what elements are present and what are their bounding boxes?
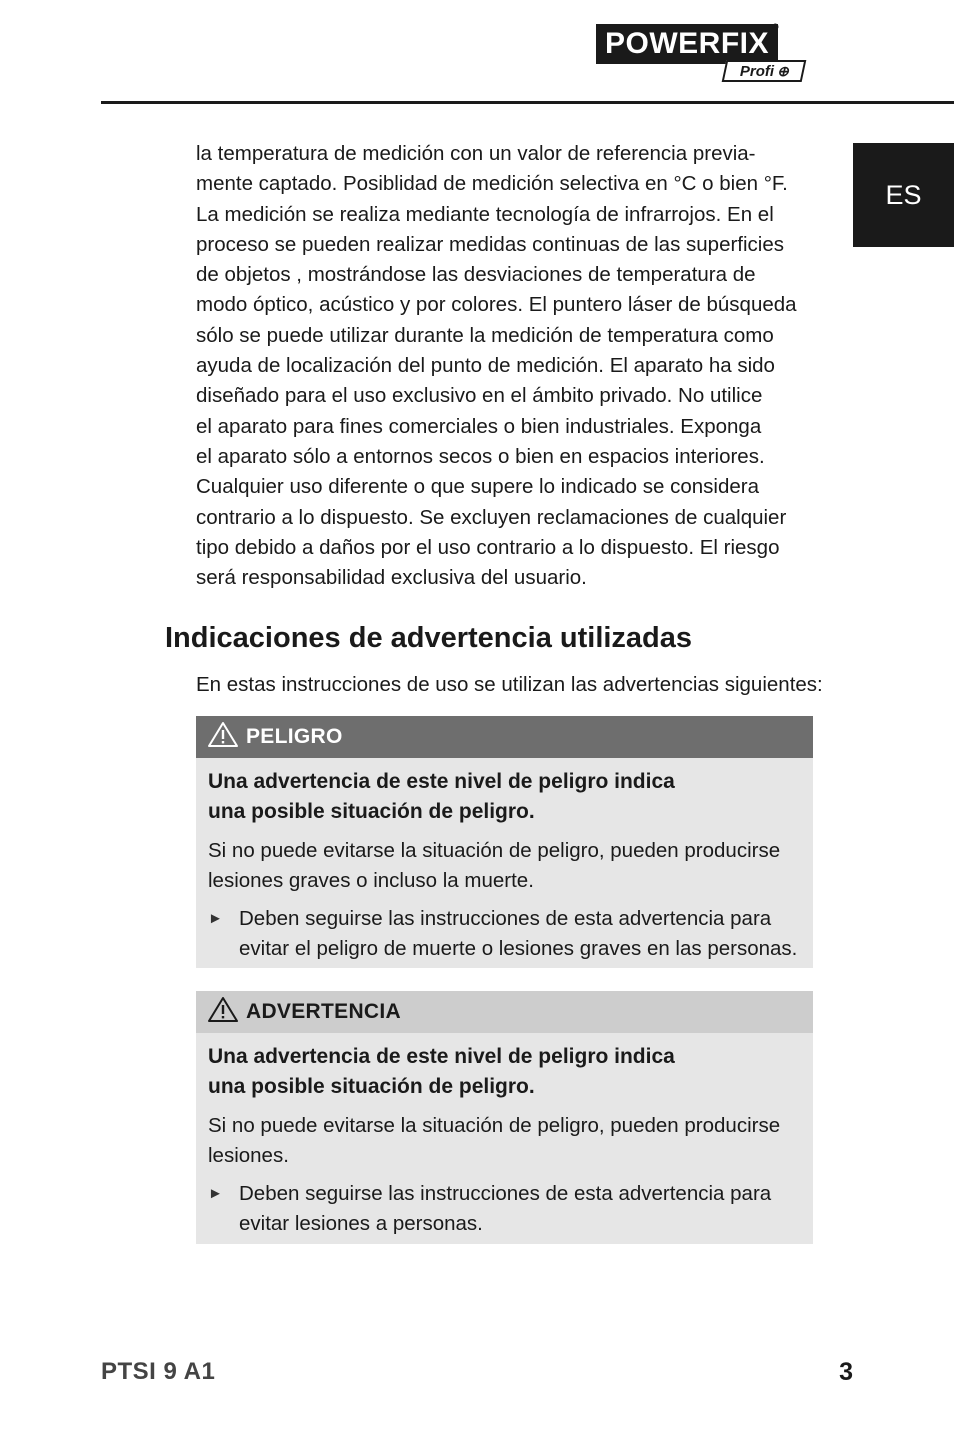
- paragraph-line: la temperatura de medición con un valor de referencia previa-: [196, 142, 756, 165]
- warning-notice-consequence: [208, 1111, 801, 1171]
- paragraph-line: el aparato sólo a entornos secos o bien en espacios interiores.: [196, 444, 765, 468]
- section-intro: En estas instrucciones de uso se utilizan las advertencias siguientes:: [196, 673, 823, 696]
- body-paragraph: [196, 139, 826, 593]
- logo-plus-icon: ⊕: [776, 62, 789, 79]
- paragraph-line: tipo debido a daños por el uso contrario a lo dispuesto. El riesgo: [196, 535, 780, 559]
- paragraph-line: La medición se realiza mediante tecnología de infrarrojos. En el: [196, 202, 774, 226]
- logo-wordmark: POWERFIX: [596, 24, 778, 64]
- warning-notice: [196, 991, 813, 1244]
- warning-notice-instruction: [208, 1179, 801, 1239]
- logo-profi-label: Profi: [739, 62, 774, 80]
- paragraph-line: sólo se puede utilizar durante la medición de temperatura como: [196, 323, 774, 347]
- instruction-line: Deben seguirse las instrucciones de esta advertencia para: [239, 1182, 772, 1205]
- warning-triangle-icon: [207, 996, 239, 1023]
- warning-triangle-icon: [207, 721, 239, 748]
- instruction-line: evitar lesiones a personas.: [239, 1212, 483, 1235]
- instruction-line: evitar el peligro de muerte o lesiones graves en las personas.: [239, 937, 798, 960]
- warning-notice-title: ADVERTENCIA: [246, 1000, 401, 1023]
- logo-registered-mark: ®: [772, 22, 779, 32]
- instruction-text: [239, 904, 797, 964]
- paragraph-line: modo óptico, acústico y por colores. El puntero láser de búsqueda: [196, 293, 797, 317]
- paragraph-line: de objetos , mostrándose las desviaciones de temperatura de: [196, 263, 756, 287]
- triangle-bullet-icon: ►: [208, 910, 223, 927]
- danger-notice-summary: [208, 767, 801, 827]
- danger-notice: [196, 716, 813, 968]
- language-tab: ES: [853, 143, 954, 247]
- paragraph-line: proceso se pueden realizar medidas continuas de las superficies: [196, 232, 785, 256]
- logo-profi-text: [740, 63, 789, 80]
- consequence-line: Si no puede evitarse la situación de peligro, pueden producirse: [208, 1114, 781, 1137]
- summary-line: una posible situación de peligro.: [208, 800, 535, 823]
- paragraph-line: contrario a lo dispuesto. Se excluyen reclamaciones de cualquier: [196, 505, 787, 529]
- danger-notice-instruction: [208, 904, 801, 964]
- header-divider: [101, 101, 954, 104]
- paragraph-line: mente captado. Posiblidad de medición selectiva en °C o bien °F.: [196, 172, 788, 196]
- section-heading: Indicaciones de advertencia utilizadas: [165, 622, 693, 654]
- paragraph-line: diseñado para el uso exclusivo en el ámbito privado. No utilice: [196, 384, 763, 408]
- summary-line: una posible situación de peligro.: [208, 1075, 535, 1098]
- footer-model-number: PTSI 9 A1: [101, 1358, 216, 1385]
- paragraph-line: será responsabilidad exclusiva del usuario.: [196, 566, 587, 590]
- page-number: 3: [839, 1358, 853, 1386]
- powerfix-profi-logo: [596, 24, 808, 84]
- instruction-text: [239, 1179, 771, 1239]
- summary-line: Una advertencia de este nivel de peligro indica: [208, 1045, 675, 1068]
- consequence-line: lesiones graves o incluso la muerte.: [208, 869, 534, 892]
- triangle-bullet-icon: ►: [208, 1185, 223, 1202]
- consequence-line: Si no puede evitarse la situación de peligro, pueden producirse: [208, 839, 781, 862]
- instruction-line: Deben seguirse las instrucciones de esta advertencia para: [239, 907, 772, 930]
- danger-notice-title: PELIGRO: [246, 725, 343, 748]
- paragraph-line: el aparato para fines comerciales o bien industriales. Exponga: [196, 414, 762, 438]
- logo-profi-badge: [722, 60, 807, 82]
- paragraph-line: Cualquier uso diferente o que supere lo indicado se considera: [196, 475, 759, 499]
- paragraph-line: ayuda de localización del punto de medición. El aparato ha sido: [196, 354, 775, 378]
- warning-notice-summary: [208, 1042, 801, 1102]
- danger-notice-body: [196, 758, 813, 964]
- warning-notice-header: [196, 991, 813, 1033]
- danger-notice-header: [196, 716, 813, 758]
- summary-line: Una advertencia de este nivel de peligro indica: [208, 770, 675, 793]
- danger-notice-consequence: [208, 836, 801, 896]
- warning-notice-body: [196, 1033, 813, 1239]
- consequence-line: lesiones.: [208, 1144, 289, 1167]
